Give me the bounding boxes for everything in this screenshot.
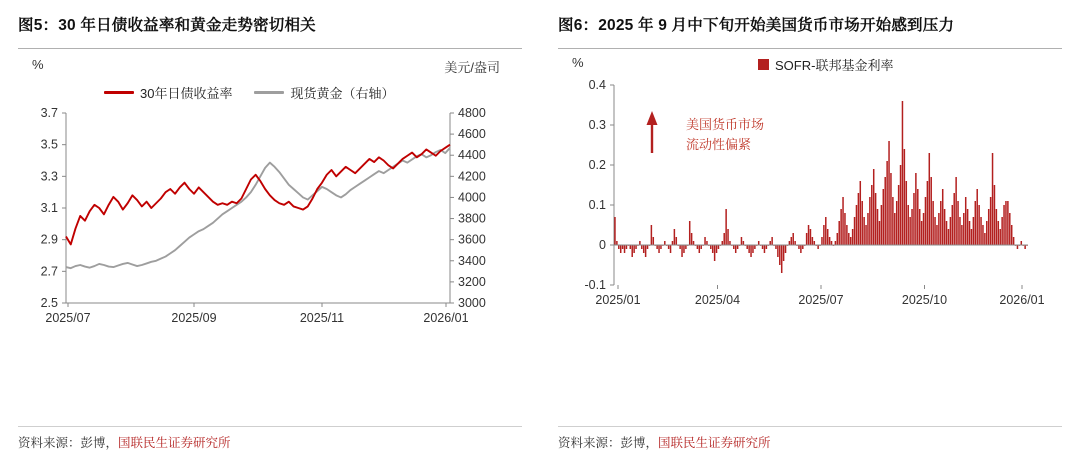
figure-6-source-firm: 国联民生证券研究所 xyxy=(658,436,771,450)
svg-text:3800: 3800 xyxy=(458,211,486,226)
box-swatch-icon xyxy=(758,59,769,70)
svg-text:3.7: 3.7 xyxy=(40,107,58,121)
figure-5-legend-item-gold xyxy=(254,83,394,102)
figure-6-legend-item-sofr xyxy=(758,55,893,74)
svg-text:2025/07: 2025/07 xyxy=(798,293,844,308)
figure-5-legend-item-jgb xyxy=(104,83,232,102)
svg-text:3.1: 3.1 xyxy=(40,201,58,216)
figure-5-legend xyxy=(104,83,394,102)
figure-6-source-prefix: 资料来源：彭博， xyxy=(558,436,659,450)
svg-text:4400: 4400 xyxy=(458,148,486,163)
figure-6-annotation-line-1: 美国货币市场 xyxy=(686,117,765,133)
svg-text:-0.1: -0.1 xyxy=(584,278,606,293)
figure-5-chart xyxy=(18,49,522,349)
figure-6-source-rule xyxy=(558,426,1062,427)
svg-text:2025/04: 2025/04 xyxy=(694,293,741,308)
figure-6-source xyxy=(558,433,771,451)
figure-5-legend-label-gold: 现货黄金（右轴） xyxy=(290,86,395,102)
svg-text:2.7: 2.7 xyxy=(40,264,58,279)
figure-5-source-firm: 国联民生证券研究所 xyxy=(118,436,231,450)
figure-5-source xyxy=(18,433,231,451)
svg-text:3400: 3400 xyxy=(458,253,486,268)
figure-5-y-axis-unit: % xyxy=(32,57,44,73)
figure-5-legend-label-jgb: 30年日债收益率 xyxy=(140,86,233,102)
figure-5-source-rule xyxy=(18,426,522,427)
figure-6-panel xyxy=(540,0,1080,461)
svg-text:2025/09: 2025/09 xyxy=(171,311,217,326)
figure-6-annotation-line-2: 流动性偏紧 xyxy=(686,136,752,152)
svg-text:2025/07: 2025/07 xyxy=(45,311,91,326)
figure-5-source-prefix: 资料来源：彭博， xyxy=(18,436,119,450)
svg-text:3000: 3000 xyxy=(458,296,486,311)
svg-text:3200: 3200 xyxy=(458,274,486,289)
figure-6-title: 图6：2025 年 9 月中下旬开始美国货币市场开始感到压力 xyxy=(558,17,955,34)
svg-text:3.3: 3.3 xyxy=(40,169,58,184)
figure-6-chart xyxy=(558,49,1062,335)
svg-text:3.5: 3.5 xyxy=(40,137,58,152)
svg-text:0.3: 0.3 xyxy=(588,118,606,133)
svg-text:2.5: 2.5 xyxy=(40,296,58,311)
svg-text:2025/01: 2025/01 xyxy=(595,293,641,308)
svg-text:0: 0 xyxy=(599,238,606,253)
svg-text:2025/10: 2025/10 xyxy=(901,293,948,308)
figure-5-y2-axis-unit: 美元/盎司 xyxy=(444,60,500,76)
svg-text:3600: 3600 xyxy=(458,232,486,247)
svg-text:2026/01: 2026/01 xyxy=(423,311,469,326)
svg-text:2026/01: 2026/01 xyxy=(999,293,1045,308)
figure-6-legend-label-sofr: SOFR-联邦基金利率 xyxy=(775,58,894,74)
figure-6-y-axis-unit: % xyxy=(572,55,584,71)
svg-text:4600: 4600 xyxy=(458,127,486,142)
figure-6-plot xyxy=(558,79,1062,329)
figure-5-title: 图5：30 年日债收益率和黄金走势密切相关 xyxy=(18,17,316,34)
svg-text:0.2: 0.2 xyxy=(588,158,606,173)
svg-text:4800: 4800 xyxy=(458,107,486,121)
svg-text:4200: 4200 xyxy=(458,169,486,184)
figure-5-plot xyxy=(18,107,522,345)
up-arrow-icon xyxy=(647,111,658,153)
svg-text:2025/11: 2025/11 xyxy=(299,311,345,326)
svg-text:4000: 4000 xyxy=(458,190,486,205)
svg-text:2.9: 2.9 xyxy=(40,232,58,247)
svg-text:0.4: 0.4 xyxy=(588,79,606,93)
line-swatch-icon xyxy=(254,91,284,94)
figure-6-legend xyxy=(758,55,893,74)
line-swatch-icon xyxy=(104,91,134,94)
svg-text:0.1: 0.1 xyxy=(588,198,606,213)
